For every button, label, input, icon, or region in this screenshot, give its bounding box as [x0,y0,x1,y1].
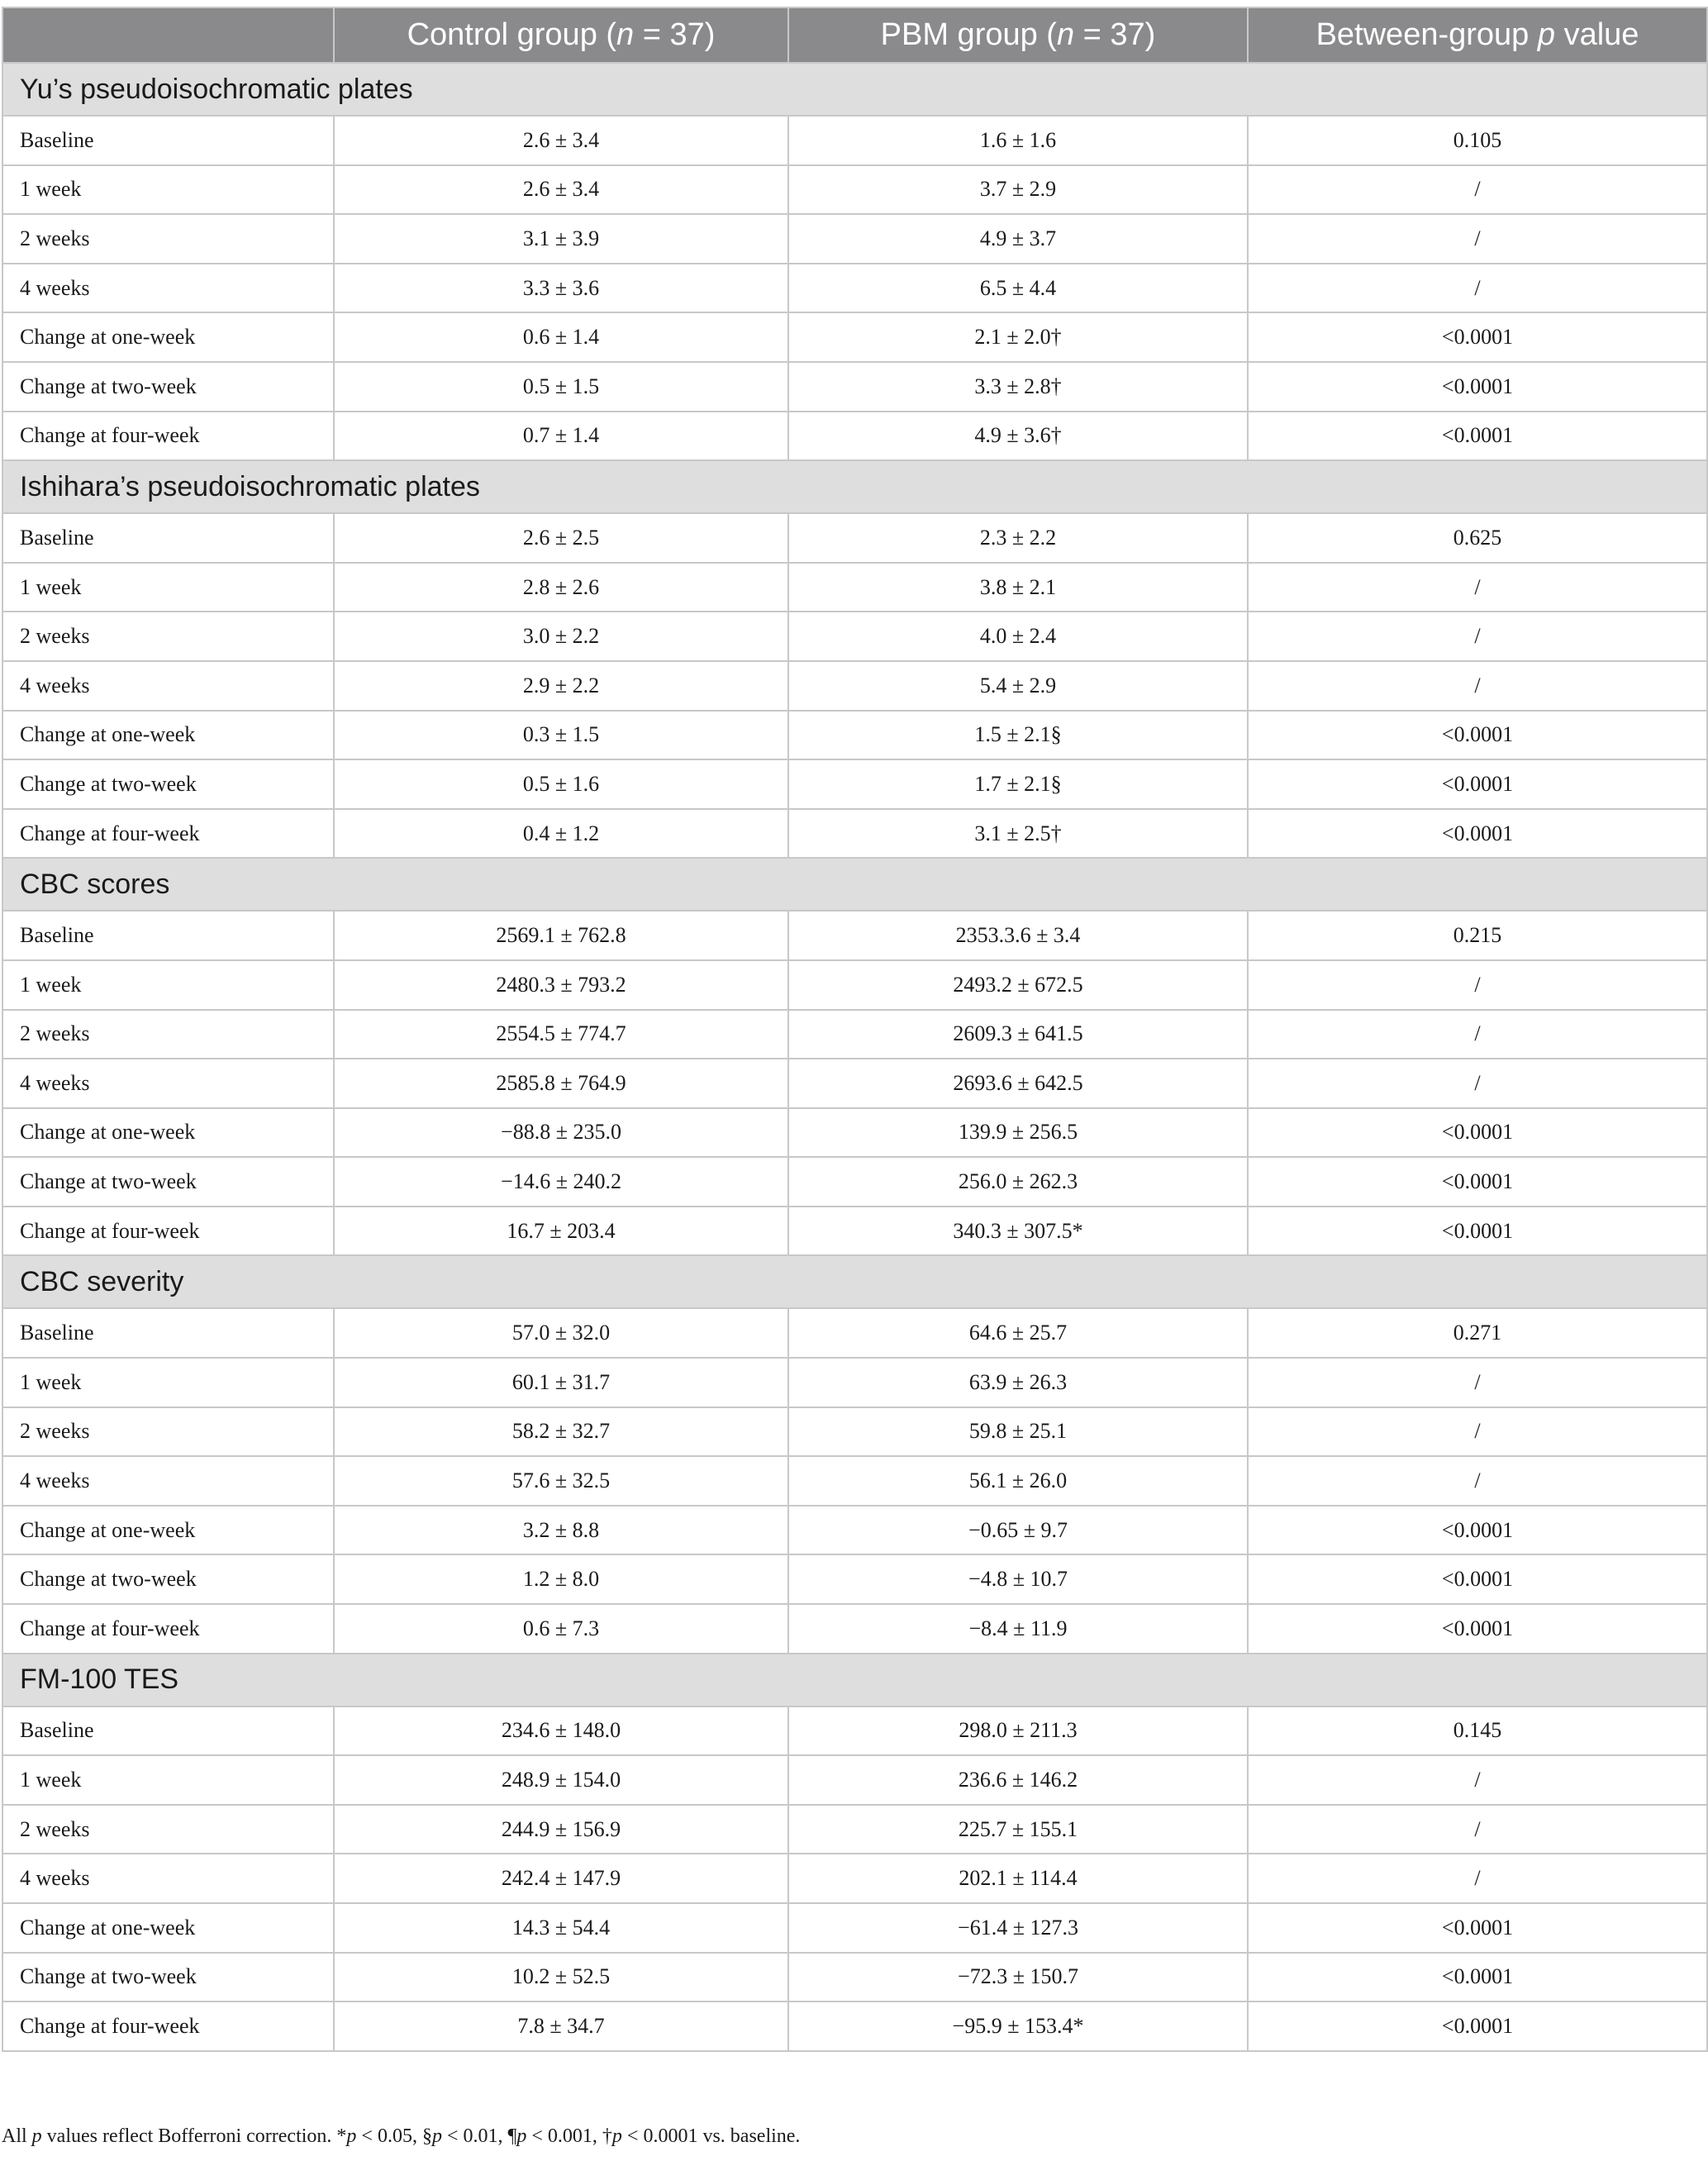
table-body [2,63,1707,2051]
row-label: 1 week [2,960,334,1010]
row-label: 4 weeks [2,1059,334,1108]
table-row [2,1506,1707,1555]
pbm-value: 2.1 ± 2.0† [788,312,1248,362]
p-value: / [1248,214,1707,264]
control-value: 0.5 ± 1.6 [334,759,788,809]
p-value: <0.0001 [1248,312,1707,362]
table-row [2,412,1707,461]
p-value: / [1248,960,1707,1010]
table-row [2,165,1707,215]
row-label: 2 weeks [2,612,334,661]
table-row [2,1755,1707,1805]
header-p-value [1248,7,1707,63]
control-value: 3.1 ± 3.9 [334,214,788,264]
footnote-p-var: p [431,2125,442,2147]
table-row [2,1010,1707,1059]
row-label: 2 weeks [2,1010,334,1059]
pbm-value: 59.8 ± 25.1 [788,1407,1248,1457]
row-label: 2 weeks [2,1805,334,1854]
row-label: Baseline [2,1308,334,1358]
table-row [2,1953,1707,2002]
table-row [2,661,1707,711]
row-label: 4 weeks [2,264,334,313]
control-value: 2.8 ± 2.6 [334,563,788,612]
table-row [2,312,1707,362]
control-value: 242.4 ± 147.9 [334,1854,788,1903]
header-control-group [334,7,788,63]
p-value: <0.0001 [1248,1554,1707,1604]
table-row [2,214,1707,264]
control-value: 16.7 ± 203.4 [334,1207,788,1256]
footnote-text: All [2,2125,32,2147]
p-value: / [1248,1059,1707,1108]
header-pbm-suffix: = 37) [1074,17,1156,52]
header-pbm-group [788,7,1248,63]
header-p-suffix: value [1555,17,1639,52]
header-p-var: p [1537,17,1556,52]
p-value: <0.0001 [1248,1207,1707,1256]
header-empty-cell [2,7,334,63]
p-value: / [1248,1456,1707,1506]
control-value: 58.2 ± 32.7 [334,1407,788,1457]
p-value: / [1248,1755,1707,1805]
header-pbm-n: n [1056,17,1075,52]
p-value: / [1248,661,1707,711]
pbm-value: 2693.6 ± 642.5 [788,1059,1248,1108]
row-label: Change at two-week [2,1157,334,1207]
row-label: 1 week [2,1358,334,1407]
control-value: 248.9 ± 154.0 [334,1755,788,1805]
pbm-value: 202.1 ± 114.4 [788,1854,1248,1903]
row-label: 4 weeks [2,1854,334,1903]
p-value: 0.145 [1248,1706,1707,1756]
section-title: Yu’s pseudoisochromatic plates [2,63,1707,116]
control-value: 0.7 ± 1.4 [334,412,788,461]
pbm-value: −0.65 ± 9.7 [788,1506,1248,1555]
row-label: Change at two-week [2,759,334,809]
table-row [2,809,1707,859]
control-value: 2569.1 ± 762.8 [334,911,788,960]
pbm-value: 64.6 ± 25.7 [788,1308,1248,1358]
pbm-value: −4.8 ± 10.7 [788,1554,1248,1604]
control-value: 0.5 ± 1.5 [334,362,788,412]
pbm-value: 3.8 ± 2.1 [788,563,1248,612]
footnote-text: < 0.05, § [356,2125,432,2147]
p-value: <0.0001 [1248,1506,1707,1555]
row-label: Change at two-week [2,362,334,412]
table-row [2,563,1707,612]
p-value: / [1248,165,1707,215]
pbm-value: 2.3 ± 2.2 [788,513,1248,563]
pbm-value: 4.9 ± 3.7 [788,214,1248,264]
p-value: <0.0001 [1248,1108,1707,1158]
section-row [2,63,1707,116]
p-value: <0.0001 [1248,1953,1707,2002]
footnote-text: values reflect Bofferroni correction. * [41,2125,347,2147]
pbm-value: 4.9 ± 3.6† [788,412,1248,461]
control-value: −14.6 ± 240.2 [334,1157,788,1207]
pbm-value: 3.7 ± 2.9 [788,165,1248,215]
p-value: <0.0001 [1248,1157,1707,1207]
p-value: <0.0001 [1248,711,1707,760]
pbm-value: 4.0 ± 2.4 [788,612,1248,661]
row-label: Change at two-week [2,1953,334,2002]
footnote-text: < 0.001, † [526,2125,612,2147]
section-row [2,858,1707,911]
row-label: Baseline [2,911,334,960]
pbm-value: 236.6 ± 146.2 [788,1755,1248,1805]
table-row [2,2002,1707,2051]
table-row [2,1059,1707,1108]
row-label: Change at one-week [2,1108,334,1158]
table-row [2,1456,1707,1506]
pbm-value: 2353.3.6 ± 3.4 [788,911,1248,960]
row-label: 1 week [2,563,334,612]
p-value: / [1248,1358,1707,1407]
control-value: 1.2 ± 8.0 [334,1554,788,1604]
row-label: Baseline [2,513,334,563]
p-value: <0.0001 [1248,2002,1707,2051]
control-value: 3.0 ± 2.2 [334,612,788,661]
control-value: 60.1 ± 31.7 [334,1358,788,1407]
control-value: 244.9 ± 156.9 [334,1805,788,1854]
row-label: Change at four-week [2,412,334,461]
footnote-text: < 0.0001 vs. baseline. [621,2125,801,2147]
table-row [2,759,1707,809]
table-row [2,1706,1707,1756]
header-row [2,7,1707,63]
table-row [2,711,1707,760]
row-label: 2 weeks [2,214,334,264]
section-title: FM-100 TES [2,1654,1707,1706]
pbm-value: 225.7 ± 155.1 [788,1805,1248,1854]
table-row [2,1157,1707,1207]
p-value: / [1248,612,1707,661]
table-row [2,1903,1707,1953]
row-label: Change at one-week [2,711,334,760]
p-value: 0.625 [1248,513,1707,563]
p-value: <0.0001 [1248,1604,1707,1654]
table-row [2,116,1707,165]
control-value: 0.3 ± 1.5 [334,711,788,760]
section-row [2,1255,1707,1308]
p-value: / [1248,264,1707,313]
control-value: 0.4 ± 1.2 [334,809,788,859]
control-value: 2.9 ± 2.2 [334,661,788,711]
p-value: <0.0001 [1248,759,1707,809]
control-value: 10.2 ± 52.5 [334,1953,788,2002]
table-row [2,1207,1707,1256]
pbm-value: 256.0 ± 262.3 [788,1157,1248,1207]
pbm-value: 298.0 ± 211.3 [788,1706,1248,1756]
row-label: 4 weeks [2,661,334,711]
table-row [2,1554,1707,1604]
table-row [2,1308,1707,1358]
row-label: Change at four-week [2,809,334,859]
row-label: Baseline [2,1706,334,1756]
control-value: 2480.3 ± 793.2 [334,960,788,1010]
control-value: 57.0 ± 32.0 [334,1308,788,1358]
section-row [2,460,1707,513]
pbm-value: 3.3 ± 2.8† [788,362,1248,412]
pbm-value: 2493.2 ± 672.5 [788,960,1248,1010]
row-label: Change at one-week [2,1506,334,1555]
row-label: 1 week [2,1755,334,1805]
control-value: 0.6 ± 1.4 [334,312,788,362]
control-value: 2.6 ± 2.5 [334,513,788,563]
header-pbm-prefix: PBM group ( [880,17,1057,52]
pbm-value: −61.4 ± 127.3 [788,1903,1248,1953]
pbm-value: −72.3 ± 150.7 [788,1953,1248,2002]
p-value: / [1248,1854,1707,1903]
p-value: <0.0001 [1248,809,1707,859]
table-row [2,1108,1707,1158]
row-label: Change at one-week [2,1903,334,1953]
row-label: Change at two-week [2,1554,334,1604]
table-row [2,1805,1707,1854]
p-value: / [1248,1805,1707,1854]
header-control-n: n [616,17,635,52]
pbm-value: −95.9 ± 153.4* [788,2002,1248,2051]
table-row [2,960,1707,1010]
pbm-value: 2609.3 ± 641.5 [788,1010,1248,1059]
pbm-value: 5.4 ± 2.9 [788,661,1248,711]
control-value: 2554.5 ± 774.7 [334,1010,788,1059]
row-label: Change at four-week [2,1604,334,1654]
p-value: / [1248,1407,1707,1457]
pbm-value: 63.9 ± 26.3 [788,1358,1248,1407]
footnote-p-var: p [611,2125,622,2147]
section-title: CBC scores [2,858,1707,911]
footnote-p-var: p [516,2125,527,2147]
row-label: Baseline [2,116,334,165]
control-value: 14.3 ± 54.4 [334,1903,788,1953]
row-label: Change at four-week [2,2002,334,2051]
table-row [2,612,1707,661]
table-row [2,1854,1707,1903]
pbm-value: 139.9 ± 256.5 [788,1108,1248,1158]
pbm-value: 1.5 ± 2.1§ [788,711,1248,760]
row-label: Change at four-week [2,1207,334,1256]
table-row [2,1407,1707,1457]
table-footnote [2,2125,800,2148]
p-value: <0.0001 [1248,362,1707,412]
pbm-value: 56.1 ± 26.0 [788,1456,1248,1506]
table-row [2,1358,1707,1407]
control-value: 0.6 ± 7.3 [334,1604,788,1654]
section-title: CBC severity [2,1255,1707,1308]
p-value: <0.0001 [1248,412,1707,461]
p-value: / [1248,1010,1707,1059]
table-row [2,1604,1707,1654]
pbm-value: 1.7 ± 2.1§ [788,759,1248,809]
p-value: / [1248,563,1707,612]
control-value: 234.6 ± 148.0 [334,1706,788,1756]
row-label: 4 weeks [2,1456,334,1506]
footnote-text: < 0.01, ¶ [441,2125,517,2147]
pbm-value: 1.6 ± 1.6 [788,116,1248,165]
table-row [2,513,1707,563]
control-value: 3.3 ± 3.6 [334,264,788,313]
row-label: Change at one-week [2,312,334,362]
header-control-prefix: Control group ( [407,17,617,52]
section-title: Ishihara’s pseudoisochromatic plates [2,460,1707,513]
p-value: 0.215 [1248,911,1707,960]
table-row [2,911,1707,960]
control-value: 3.2 ± 8.8 [334,1506,788,1555]
footnote-p-var: p [346,2125,357,2147]
header-control-suffix: = 37) [634,17,716,52]
control-value: 2.6 ± 3.4 [334,165,788,215]
table-row [2,362,1707,412]
header-p-prefix: Between-group [1315,17,1538,52]
p-value: 0.271 [1248,1308,1707,1358]
section-row [2,1654,1707,1706]
pbm-value: −8.4 ± 11.9 [788,1604,1248,1654]
table-row [2,264,1707,313]
results-table [2,7,1708,2052]
footnote-p-var: p [31,2125,42,2147]
pbm-value: 3.1 ± 2.5† [788,809,1248,859]
table-header [2,7,1707,63]
row-label: 1 week [2,165,334,215]
p-value: 0.105 [1248,116,1707,165]
row-label: 2 weeks [2,1407,334,1457]
p-value: <0.0001 [1248,1903,1707,1953]
pbm-value: 340.3 ± 307.5* [788,1207,1248,1256]
pbm-value: 6.5 ± 4.4 [788,264,1248,313]
control-value: 57.6 ± 32.5 [334,1456,788,1506]
control-value: −88.8 ± 235.0 [334,1108,788,1158]
control-value: 7.8 ± 34.7 [334,2002,788,2051]
control-value: 2585.8 ± 764.9 [334,1059,788,1108]
control-value: 2.6 ± 3.4 [334,116,788,165]
